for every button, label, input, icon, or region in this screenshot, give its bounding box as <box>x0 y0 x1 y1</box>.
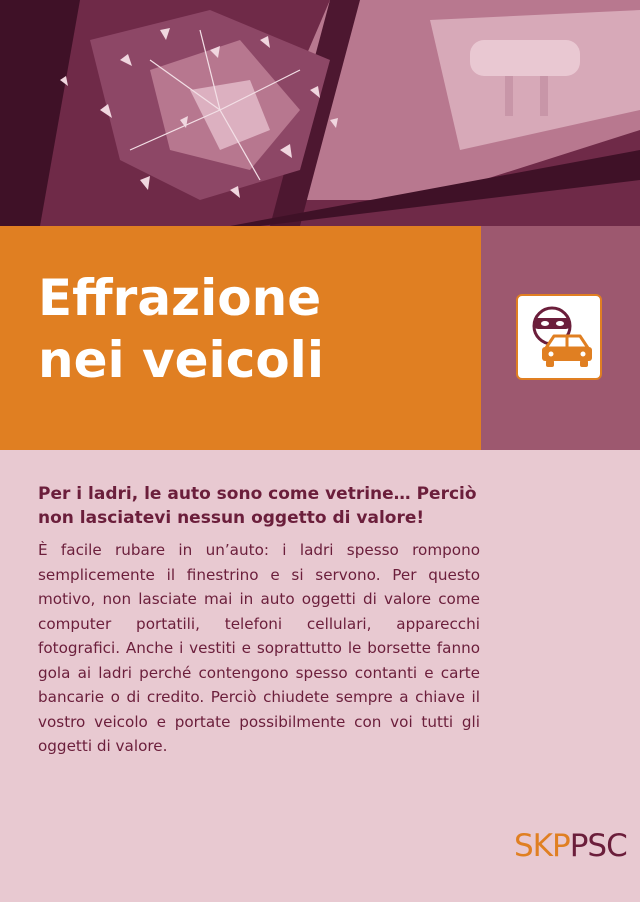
thief-car-icon <box>516 294 602 380</box>
page-title <box>38 267 324 391</box>
body-paragraph: È facile rubare in un’auto: i ladri spesso rompono semplicemente il finestrino e si servono. Per questo motivo, non lasciate mai in auto oggetti di valore come computer portatili, telefoni cellulari, apparecchi fotografici. Anche i vestiti e soprattutto le borsette fanno gola ai ladri perché contengono spesso contanti e carte bancarie o di credito. Perciò chiudete sempre a chiave il vostro veicolo e portate possibilmente con voi tutti gli oggetti di valore. <box>38 541 480 755</box>
lead-paragraph: Per i ladri, le auto sono come vetrine… Perciò non lasciatevi nessun oggetto di valore! <box>38 484 477 528</box>
article-content <box>38 482 480 759</box>
header-photo-broken-car-window <box>0 0 640 226</box>
title-line-1: Effrazione <box>38 269 322 327</box>
skp-psc-logo <box>514 826 627 866</box>
logo-part-psc: PSC <box>569 828 627 864</box>
title-line-2: nei veicoli <box>38 331 324 389</box>
logo-part-skp: SKP <box>514 828 570 864</box>
